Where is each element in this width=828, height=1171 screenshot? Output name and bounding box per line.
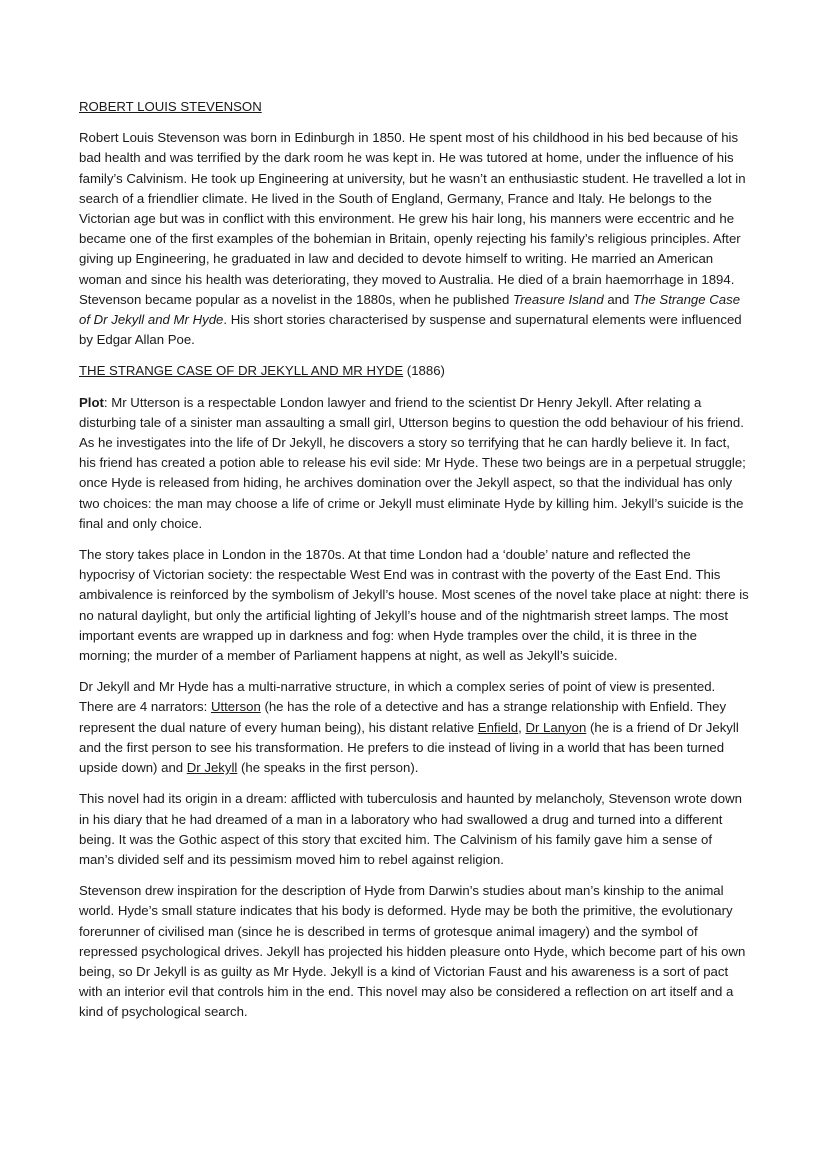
narrator-utterson: Utterson (210, 699, 261, 715)
narrator-lanyon: Dr Lanyon (525, 719, 587, 735)
bio-text-2: . His short stories characterised by suspense and supernatural elements were influenced by Edgar Allan Poe. (79, 312, 742, 348)
title-treasure-island: Treasure Island (513, 291, 604, 307)
plot-paragraph (79, 393, 750, 534)
narrator-enfield: Enfield (477, 719, 519, 735)
narrator-jekyll: Dr Jekyll (186, 760, 238, 776)
narrators-intro: Dr Jekyll and Mr Hyde has a multi-narrative structure, in which a complex series of point of view is presented. There are 4 narrators: (79, 679, 716, 715)
document-page (79, 97, 750, 1034)
plot-label: Plot (79, 394, 104, 410)
author-heading-text: ROBERT LOUIS STEVENSON (79, 99, 262, 114)
biography-paragraph (79, 128, 750, 350)
narrators-text-2: (he is a friend of Dr Jekyll and the first person to see his transformation. He prefers to die instead of living in a world that has been turned upside down) and (79, 719, 739, 776)
novel-heading (79, 361, 750, 381)
novel-heading-title: THE STRANGE CASE OF DR JEKYLL AND MR HYDE (79, 363, 404, 379)
title-jekyll-hyde: The Strange Case of Dr Jekyll and Mr Hyde (79, 291, 741, 328)
themes-paragraph: Stevenson drew inspiration for the description of Hyde from Darwin’s studies about man’s kinship to the animal world. Hyde’s small stature indicates that his body is deformed. Hyde may be both the primitive, the evolutionary forerunner of civilised man (since he is described in terms of grotesque animal imagery) and the symbol of repressed psychological drives. Jekyll has projected his hidden pleasure onto Hyde, which become part of his own being, so Dr Jekyll is as guilty as Mr Hyde. Jekyll is a kind of Victorian Faust and his awareness is a sort of pact with an interior evil that controls him in the end. This novel may also be considered a reflection on art itself and a kind of psychological search. (79, 883, 746, 1020)
narrators-text-1: (he has the role of a detective and has a strange relationship with Enfield. They represent the dual nature of every human being), his distant relative (79, 699, 727, 735)
plot-text: : Mr Utterson is a respectable London lawyer and friend to the scientist Dr Henry Jekyll. After relating a disturbing tale of a sinister man assaulting a small girl, Utterson begins to question the odd behaviour of his friend. As he investigates into the life of Dr Jekyll, he discovers a story so terrifying that he can hardly believe it. In fact, his friend has created a potion able to release his evil side: Mr Hyde. These two beings are in a perpetual struggle; once Hyde is released from hiding, he archives domination over the Jekyll aspect, so that the individual has only two choices: the man may choose a life of crime or Jekyll must eliminate Hyde by killing him. Jekyll’s suicide is the final and only choice. (79, 394, 746, 531)
origin-paragraph: This novel had its origin in a dream: afflicted with tuberculosis and haunted by melancholy, Stevenson wrote down in his diary that he had dreamed of a man in a laboratory who had swallowed a drug and turned into a different being. It was the Gothic aspect of this story that excited him. The Calvinism of his family gave him a sense of man’s divided self and its pessimism moved him to rebel against religion. (79, 791, 742, 867)
author-heading (79, 97, 750, 117)
narrators-paragraph (79, 677, 750, 778)
novel-heading-year: (1886) (403, 363, 445, 379)
narrators-sep: , (518, 719, 526, 735)
narrators-text-3: (he speaks in the first person). (237, 760, 419, 776)
bio-text-1: Robert Louis Stevenson was born in Edinburgh in 1850. He spent most of his childhood in his bed because of his bad health and was terrified by the dark room he was kept in. He was tutored at home, under the influence of his family’s Calvinism. He took up Engineering at university, but he wasn’t an enthusiastic student. He travelled a lot in search of a friendlier climate. He lived in the South of England, Germany, France and Italy. He belongs to the Victorian age but was in conflict with this environment. He grew his hair long, his manners were eccentric and he became one of the first examples of the bohemian in Britain, openly rejecting his family’s religious principles. After giving up Engineering, he graduated in law and decided to devote himself to writing. He married an American woman and since his health was deteriorating, they moved to Australia. He died of a brain haemorrhage in 1894. Stevenson became popular as a novelist in the 1880s, when he published (79, 130, 746, 307)
bio-and: and (603, 291, 634, 307)
setting-paragraph: The story takes place in London in the 1870s. At that time London had a ‘double’ nature and reflected the hypocrisy of Victorian society: the respectable West End was in contrast with the poverty of the East End. This ambivalence is reinforced by the symbolism of Jekyll’s house. Most scenes of the novel take place at night: there is no natural daylight, but only the artificial lighting of Jekyll’s house and of the nightmarish street lamps. The most important events are wrapped up in darkness and fog: when Hyde tramples over the child, it is three in the morning; the murder of a member of Parliament happens at night, as well as Jekyll’s suicide. (79, 547, 749, 664)
